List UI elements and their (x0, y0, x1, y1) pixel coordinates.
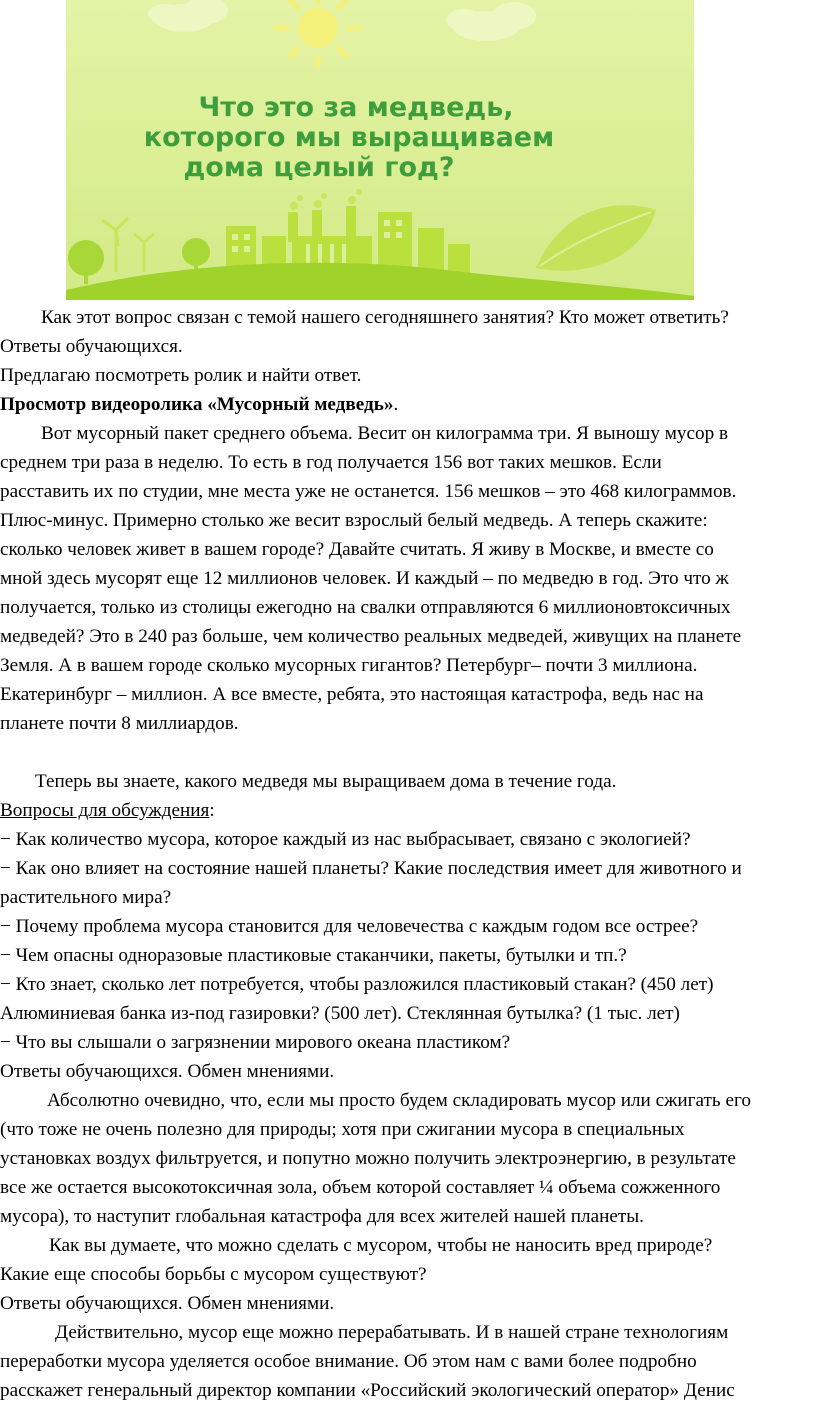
list-item: − Кто знает, сколько лет потребуется, чтобы разложился пластиковый стакан? (450 лет) (0, 974, 714, 995)
list-item: − Что вы слышали о загрязнении мирового океана пластиком? (0, 1032, 511, 1053)
paragraph-line: Ответы обучающихся. Обмен мнениями. (0, 1293, 335, 1314)
list-item: − Почему проблема мусора становится для человечества с каждым годом все острее? (0, 916, 699, 937)
list-item: − Как оно влияет на состояние нашей планеты? Какие последствия имеет для животного и (0, 858, 742, 879)
paragraph-line: сколько человек живет в вашем городе? Давайте считать. Я живу в Москве, и вместе со (0, 539, 714, 560)
blank-line (0, 738, 816, 767)
paragraph-line: получается, только из столицы ежегодно на свалки отправляются 6 миллионовтоксичных (0, 597, 731, 618)
paragraph-line: расставить их по студии, мне места уже не останется. 156 мешков – это 468 килограммов. (0, 481, 737, 502)
paragraph-line: установках воздух фильтруется, и попутно можно получить электроэнергию, в результате (0, 1148, 736, 1169)
paragraph-line: Земля. А в вашем городе сколько мусорных гигантов? Петербург– почти 3 миллиона. (0, 655, 698, 676)
paragraph-line: среднем три раза в неделю. То есть в год получается 156 вот таких мешков. Если (0, 452, 662, 473)
paragraph-line: мной здесь мусорят еще 12 миллионов человек. И каждый – по медведю в год. Это что ж (0, 568, 729, 589)
paragraph-line: растительного мира? (0, 887, 172, 908)
punctuation: . (393, 394, 399, 415)
paragraph-line: Предлагаю посмотреть ролик и найти ответ. (0, 365, 362, 386)
banner-title-line-3: дома целый год? (183, 152, 455, 183)
paragraph-line: (что тоже не очень полезно для природы; хотя при сжигании мусора в специальных (0, 1119, 685, 1140)
paragraph-line: Алюминиевая банка из-под газировки? (500 лет). Стеклянная бутылка? (1 тыс. лет) (0, 1003, 680, 1024)
paragraph-line: Плюс-минус. Примерно столько же весит взрослый белый медведь. А теперь скажите: (0, 510, 708, 531)
banner-title-line-1: Что это за медведь, (198, 92, 514, 123)
paragraph-line: Абсолютно очевидно, что, если мы просто будем складировать мусор или сжигать его (47, 1090, 751, 1111)
paragraph-line: Действительно, мусор еще можно перерабатывать. И в нашей стране технологиям (55, 1322, 729, 1343)
title-banner-image (66, 0, 694, 300)
paragraph-line: все же остается высокотоксичная зола, объем которой составляет ¼ объема сожженного (0, 1177, 721, 1198)
paragraph-line: медведей? Это в 240 раз больше, чем количество реальных медведей, живущих на планете (0, 626, 742, 647)
paragraph-line: Вот мусорный пакет среднего объема. Весит он килограмма три. Я выношу мусор в (41, 423, 729, 444)
paragraph-line: Ответы обучающихся. (0, 336, 183, 357)
paragraph-line: Как вы думаете, что можно сделать с мусором, чтобы не наносить вред природе? (49, 1235, 713, 1256)
punctuation: : (209, 800, 215, 821)
paragraph-line: Ответы обучающихся. Обмен мнениями. (0, 1061, 335, 1082)
discussion-heading (0, 796, 816, 825)
paragraph-line: Какие еще способы борьбы с мусором существуют? (0, 1264, 427, 1285)
paragraph-line: Как этот вопрос связан с темой нашего сегодняшнего занятия? Кто может ответить? (41, 307, 729, 328)
list-item: − Чем опасны одноразовые пластиковые стаканчики, пакеты, бутылки и тп.? (0, 945, 627, 966)
paragraph-line: расскажет генеральный директор компании «Российский экологический оператор» Денис (0, 1380, 735, 1401)
sun-icon (298, 8, 338, 48)
paragraph-line: планете почти 8 миллиардов. (0, 713, 239, 734)
list-item: − Как количество мусора, которое каждый из нас выбрасывает, связано с экологией? (0, 829, 691, 850)
paragraph-line: мусора), то наступит глобальная катастрофа для всех жителей нашей планеты. (0, 1206, 644, 1227)
discussion-title: Вопросы для обсуждения (0, 800, 210, 821)
paragraph-line: переработки мусора уделяется особое внимание. Об этом нам с вами более подробно (0, 1351, 697, 1372)
banner-title-line-2: которого мы выращиваем (143, 122, 555, 153)
paragraph-line: Теперь вы знаете, какого медведя мы выращиваем дома в течение года. (35, 771, 617, 792)
paragraph-line: Екатеринбург – миллион. А все вместе, ребята, это настоящая катастрофа, ведь нас на (0, 684, 704, 705)
video-title: Просмотр видеоролика «Мусорный медведь» (0, 394, 394, 415)
document-body (0, 303, 816, 1405)
video-heading (0, 390, 816, 419)
